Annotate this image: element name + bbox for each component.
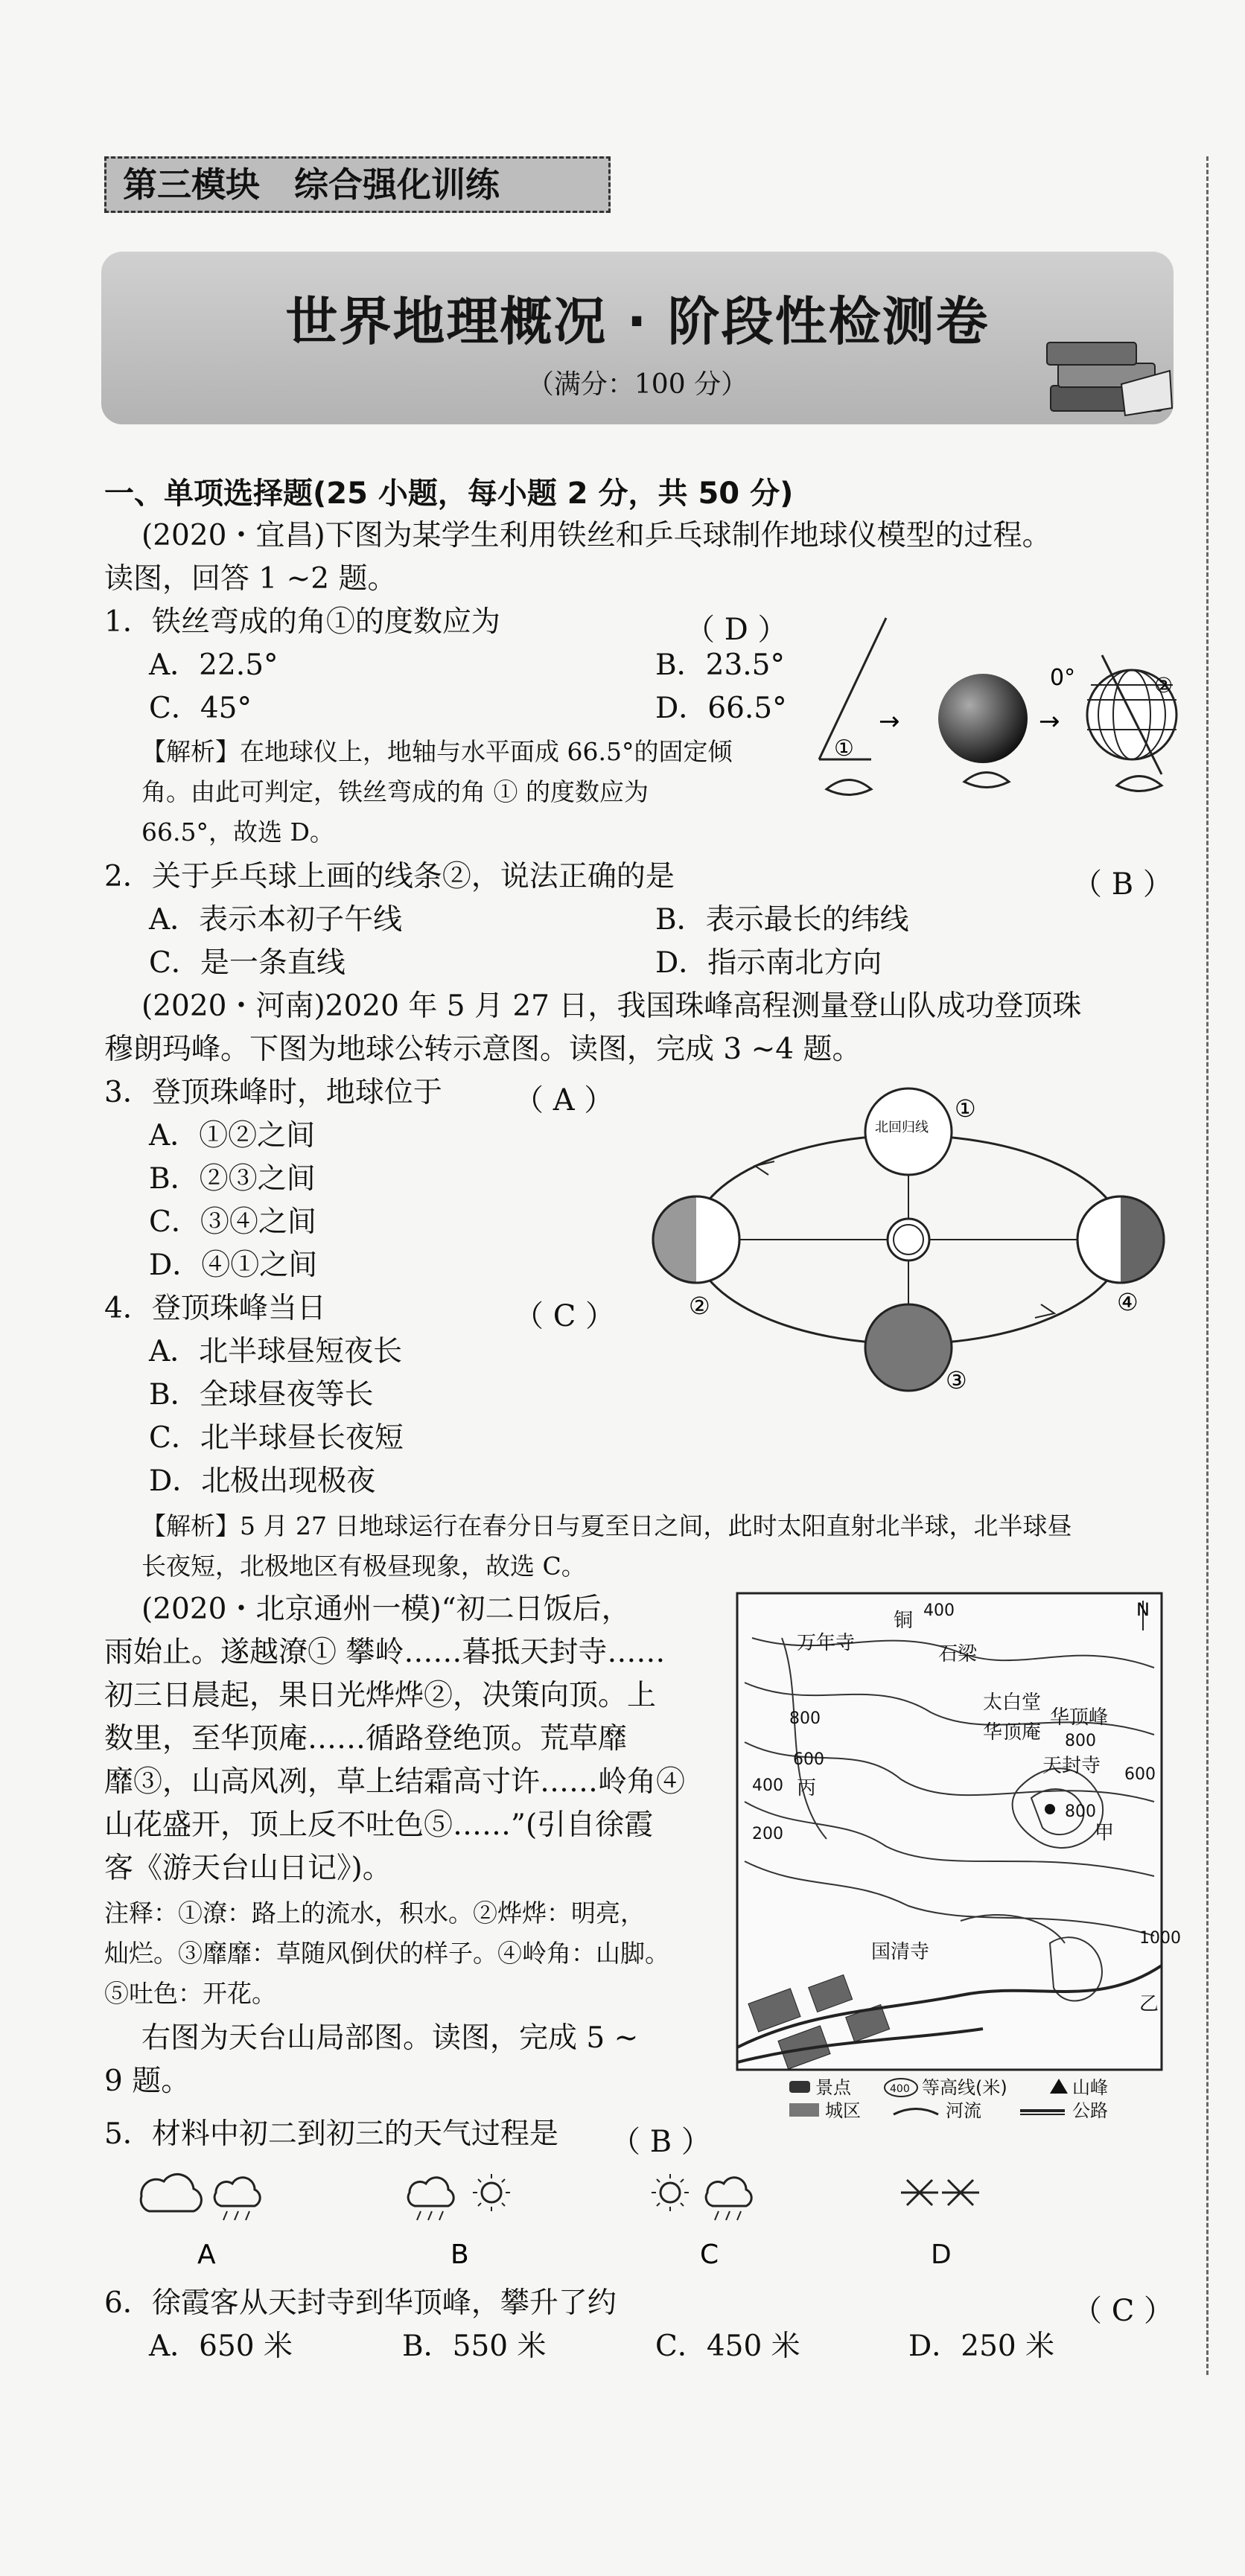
- point-bing: 丙: [797, 1777, 817, 1799]
- score-note: （满分：100 分）: [526, 369, 748, 400]
- option-d-weather: [901, 2180, 979, 2270]
- q6-stem: 6．徐霞客从天封寺到华顶峰，攀升了约: [104, 2286, 617, 2320]
- place-wanniansi: 万年寺: [797, 1632, 856, 1654]
- q6-option-b: B．550 米: [402, 2330, 547, 2363]
- passage-line-1: (2020・北京通州一模)“初二日饭后，: [141, 1593, 631, 1626]
- option-b-weather: [408, 2174, 510, 2270]
- title-banner: [101, 252, 1174, 424]
- q3-option-c: C．③④之间: [149, 1205, 316, 1239]
- angle-label-1: ①: [834, 736, 854, 762]
- q6-option-a: A．650 米: [149, 2330, 293, 2363]
- q2-answer: （ B ）: [1072, 867, 1173, 902]
- margin-dashed-line: [1206, 156, 1209, 2375]
- q3-option-a: A．①②之间: [149, 1119, 316, 1152]
- place-tongkeng: 铜: [894, 1610, 914, 1632]
- contour-400-b: 400: [752, 1776, 783, 1795]
- q4-option-b: B．全球昼夜等长: [149, 1378, 374, 1412]
- svg-text:→: →: [879, 707, 900, 736]
- legend-road: 公路: [1072, 2100, 1108, 2121]
- q4-stem: 4．登顶珠峰当日: [104, 1292, 326, 1325]
- q2-option-d: D．指示南北方向: [655, 946, 882, 980]
- point-jia: 甲: [1095, 1822, 1115, 1844]
- position-label-1: ①: [955, 1094, 976, 1123]
- q2-option-c: C．是一条直线: [149, 946, 346, 980]
- contour-400-a: 400: [923, 1601, 955, 1620]
- position-label-3: ③: [946, 1366, 967, 1394]
- north-label: N: [1136, 1599, 1150, 1620]
- group2-intro-line1: (2020・河南)2020 年 5 月 27 日，我国珠峰高程测量登山队成功登顶珠: [141, 989, 1082, 1023]
- q3-stem: 3．登顶珠峰时，地球位于: [104, 1076, 442, 1109]
- q1-answer: （ D ）: [685, 613, 788, 647]
- q1-explanation-line3: 66.5°，故选 D。: [141, 817, 334, 847]
- q1-option-a: A．22.5°: [149, 648, 278, 682]
- contour-800-c: 800: [1065, 1802, 1096, 1821]
- q4-option-c: C．北半球昼长夜短: [149, 1421, 404, 1455]
- tiantai-map: [737, 1593, 1181, 2122]
- place-taibaitang: 太白堂: [983, 1692, 1042, 1714]
- group1-intro-line1: (2020・宜昌)下图为某学生利用铁丝和乒乓球制作地球仪模型的过程。: [141, 519, 1051, 552]
- legend-city: 城区: [825, 2100, 861, 2121]
- q4-option-a: A．北半球昼短夜长: [149, 1335, 403, 1368]
- q2-option-b: B．表示最长的纬线: [655, 903, 909, 937]
- globe-tropic-label: 北回归线: [875, 1120, 929, 1135]
- q5-stem: 5．材料中初二到初三的天气过程是: [104, 2117, 558, 2151]
- legend-river: 河流: [946, 2100, 981, 2121]
- zero-degree-label: 0°: [1050, 665, 1076, 691]
- passage-line-6: 山花盛开，顶上反不吐色⑤……”(引自徐霞: [104, 1808, 654, 1842]
- position-label-2: ②: [689, 1292, 710, 1320]
- passage-line-3: 初三日晨起，果日光烨烨②，决策向顶。上: [104, 1679, 657, 1712]
- option-b-label: B: [450, 2239, 469, 2270]
- contour-600-a: 600: [793, 1750, 824, 1769]
- q5-answer: （ B ）: [611, 2125, 711, 2159]
- contour-600-b: 600: [1124, 1765, 1156, 1784]
- q6-answer: （ C ）: [1072, 2294, 1174, 2328]
- q1-explanation-line1: 【解析】在地球仪上，地轴与水平面成 66.5°的固定倾: [141, 737, 733, 766]
- map-intro-line2: 9 题。: [104, 2065, 191, 2098]
- contour-1000: 1000: [1139, 1929, 1181, 1948]
- svg-text:→: →: [1039, 707, 1060, 736]
- q1-option-c: C．45°: [149, 692, 252, 725]
- contour-800-b: 800: [1065, 1732, 1096, 1750]
- q4-option-d: D．北极出现极夜: [149, 1464, 376, 1498]
- passage-line-2: 雨始止。遂越潦① 攀岭……暮抵天封寺……: [104, 1636, 666, 1669]
- passage-line-4: 数里，至华顶庵……循路登绝顶。荒草靡: [104, 1722, 628, 1756]
- wire-angle-drawing: [819, 618, 886, 795]
- q4-explanation-line2: 长夜短，北极地区有极昼现象，故选 C。: [141, 1552, 586, 1581]
- page-title: 世界地理概况 · 阶段性检测卷: [285, 291, 990, 352]
- place-tianfengsi: 天封寺: [1042, 1755, 1101, 1777]
- weather-options: [134, 2159, 1065, 2271]
- earth-position-3: [865, 1304, 952, 1391]
- passage-line-7: 客《游天台山日记》)。: [104, 1852, 392, 1885]
- globe-model-figure: [804, 610, 1191, 812]
- annotation-line-1: 注释：①潦：路上的流水，积水。②烨烨：明亮，: [104, 1898, 645, 1928]
- q1-explanation-line2: 角。由此可判定，铁丝弯成的角 ① 的度数应为: [141, 777, 649, 806]
- option-c-label: C: [700, 2239, 719, 2270]
- option-a-weather: [141, 2174, 260, 2270]
- q1-stem: 1．铁丝弯成的角①的度数应为: [104, 605, 500, 639]
- option-c-weather: [652, 2174, 751, 2270]
- q3-option-d: D．④①之间: [149, 1249, 318, 1282]
- annotation-line-2: 灿烂。③靡靡：草随风倒伏的样子。④岭角：山脚。: [104, 1939, 669, 1968]
- q1-option-d: D．66.5°: [655, 692, 787, 725]
- group2-intro-line2: 穆朗玛峰。下图为地球公转示意图。读图，完成 3 ~4 题。: [104, 1033, 862, 1066]
- q6-option-c: C．450 米: [655, 2330, 800, 2363]
- contour-200: 200: [752, 1825, 783, 1843]
- point-yi: 乙: [1139, 1993, 1159, 2015]
- option-a-label: A: [197, 2239, 216, 2270]
- q6-option-d: D．250 米: [908, 2330, 1055, 2363]
- passage-line-5: 靡③，山高风冽，草上结霜高寸许……岭角④: [104, 1765, 686, 1799]
- place-shiliang: 石梁: [938, 1643, 978, 1665]
- module-tag: 第三模块 综合强化训练: [104, 156, 611, 213]
- annotation-line-3: ⑤吐色：开花。: [104, 1979, 276, 2008]
- legend-peak: 山峰: [1072, 2077, 1108, 2098]
- orbit-diagram: [648, 1080, 1169, 1400]
- q2-stem: 2．关于乒乓球上画的线条②，说法正确的是: [104, 860, 675, 893]
- option-d-label: D: [931, 2239, 952, 2270]
- line-label-2: ②: [1154, 673, 1174, 698]
- books-icon: [1039, 334, 1174, 423]
- legend-contour-value: 400: [890, 2083, 910, 2095]
- q3-option-b: B．②③之间: [149, 1162, 316, 1196]
- q4-explanation-line1: 【解析】5 月 27 日地球运行在春分日与夏至日之间，此时太阳直射北半球，北半球昼: [141, 1511, 1072, 1540]
- section-heading: 一、单项选择题(25 小题，每小题 2 分，共 50 分): [104, 476, 794, 511]
- q3-answer: （ A ）: [514, 1083, 614, 1118]
- position-label-4: ④: [1117, 1288, 1139, 1316]
- ping-pong-ball: [938, 674, 1028, 763]
- legend-scenic: 景点: [815, 2077, 851, 2098]
- q1-option-b: B．23.5°: [655, 648, 785, 682]
- q2-option-a: A．表示本初子午线: [149, 903, 403, 937]
- place-huadingfeng: 华顶峰: [1050, 1706, 1109, 1729]
- map-intro-line1: 右图为天台山局部图。读图，完成 5 ~: [141, 2021, 639, 2055]
- group1-intro-line2: 读图，回答 1 ~2 题。: [104, 562, 397, 596]
- legend-contour: 等高线(米): [922, 2077, 1007, 2098]
- contour-800-a: 800: [789, 1709, 821, 1728]
- place-huadingan: 华顶庵: [983, 1721, 1042, 1744]
- place-guoqingsi: 国清寺: [871, 1941, 930, 1963]
- q4-answer: （ C ）: [514, 1299, 616, 1333]
- finished-globe: [1050, 655, 1176, 791]
